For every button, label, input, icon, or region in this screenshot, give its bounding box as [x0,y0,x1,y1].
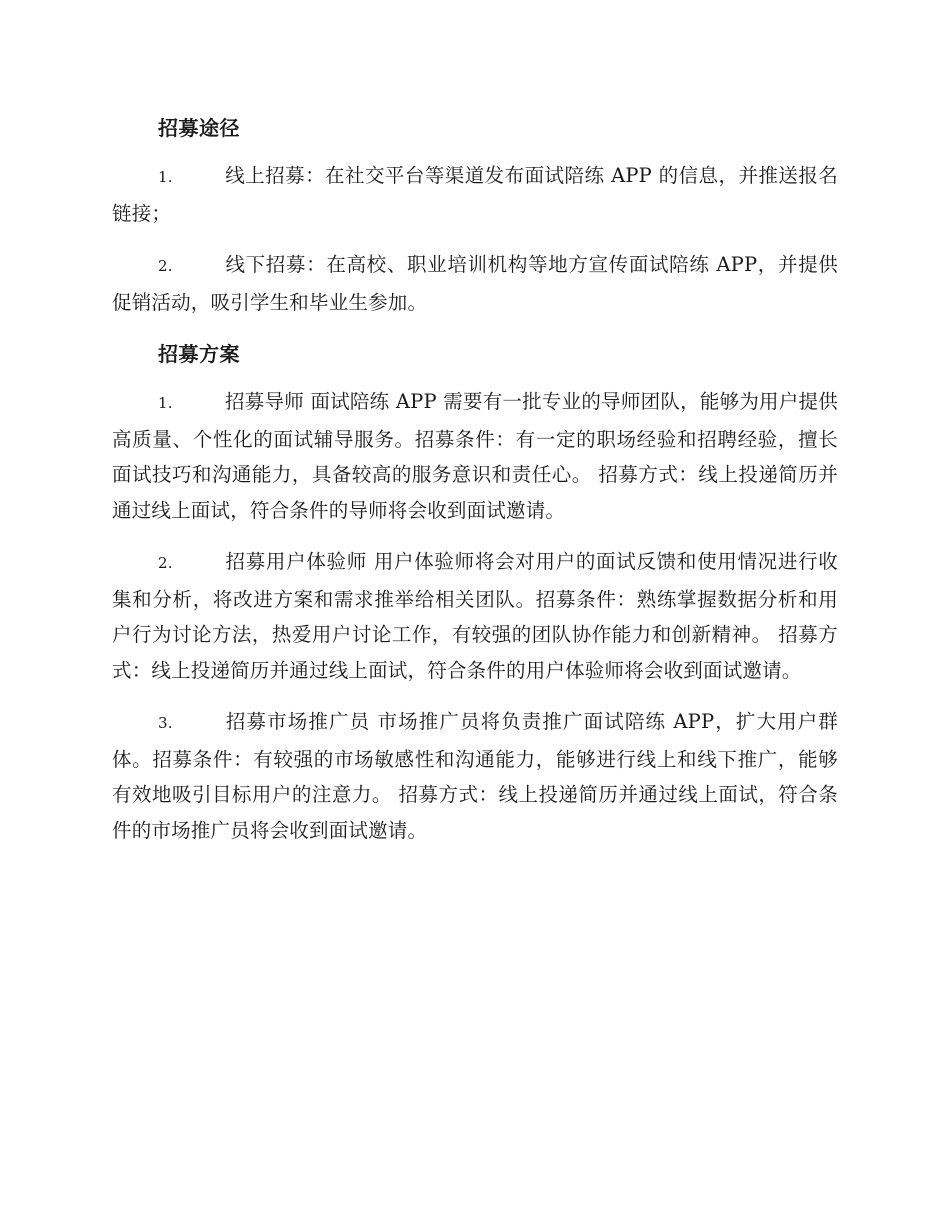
list-item-text: 招募导师 面试陪练 APP 需要有一批专业的导师团队，能够为用户提供高质量、个性化的面试辅导服务。招募条件：有一定的职场经验和招聘经验，擅长面试技巧和沟通能力，具备较高的服务意识和责任心。 招募方式：线上投递简历并通过线上面试，符合条件的导师将会收到面试邀请。 [112,390,838,522]
list-item [112,158,838,231]
list-item [112,247,838,320]
section-heading-recruitment-plan: 招募方案 [158,342,240,366]
list-item-number: 3. [158,714,173,732]
list-item [112,544,838,688]
list-item-number: 2. [158,554,173,572]
section-heading-recruitment-channels: 招募途径 [158,116,240,140]
list-item [112,384,838,528]
list-item-text: 线上招募：在社交平台等渠道发布面试陪练 APP 的信息，并推送报名链接； [112,164,838,225]
list-item-number: 2. [158,257,173,275]
list-item-text: 招募市场推广员 市场推广员将负责推广面试陪练 APP，扩大用户群体。招募条件：有较强的市场敏感性和沟通能力，能够进行线上和线下推广，能够有效地吸引目标用户的注意力。 招募方式：线上投递简历并通过线上面试，符合条件的市场推广员将会收到面试邀请。 [112,710,838,842]
list-item [112,704,838,848]
list-item-text: 线下招募：在高校、职业培训机构等地方宣传面试陪练 APP，并提供促销活动，吸引学生和毕业生参加。 [112,253,838,314]
list-item-number: 1. [158,168,173,186]
list-item-text: 招募用户体验师 用户体验师将会对用户的面试反馈和使用情况进行收集和分析，将改进方案和需求推举给相关团队。招募条件：熟练掌握数据分析和用户行为讨论方法，热爱用户讨论工作，有较强的团队协作能力和创新精神。 招募方式：线上投递简历并通过线上面试，符合条件的用户体验师将会收到面试邀请。 [112,550,838,682]
list-item-number: 1. [158,394,173,412]
document-body [112,110,838,864]
